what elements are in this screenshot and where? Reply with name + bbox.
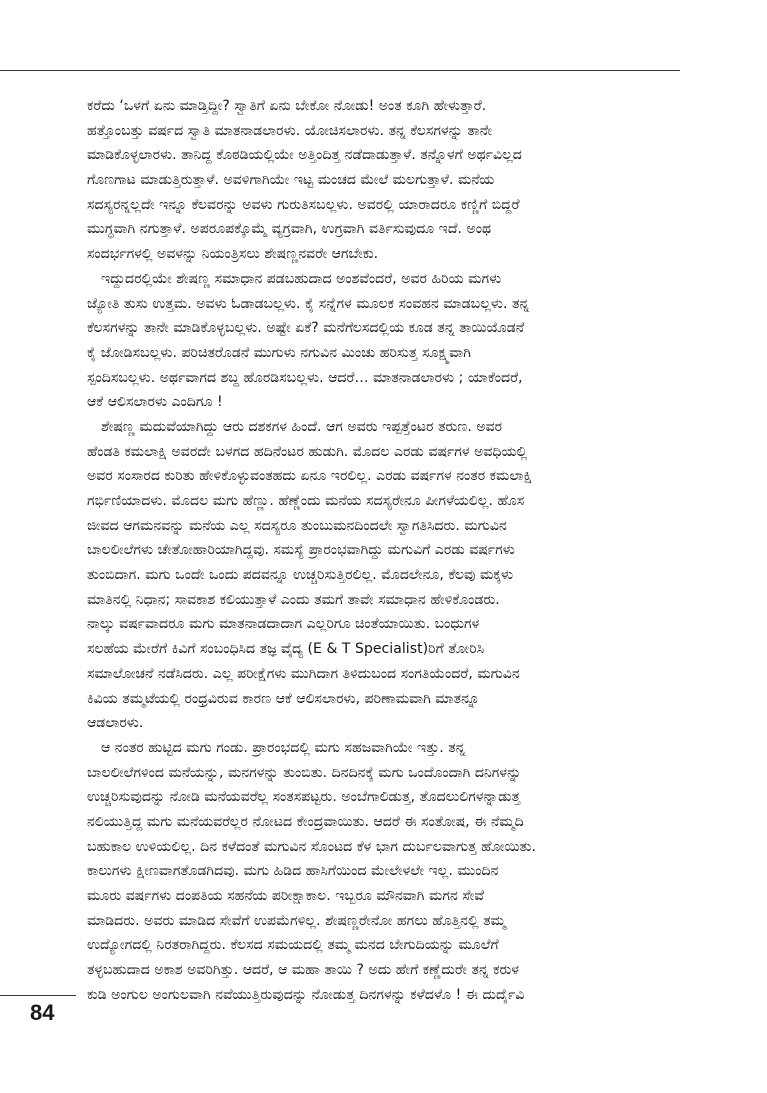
- text-line: ಕರೆದು ‘ಒಳಗೆ ಏನು ಮಾಡ್ತಿದ್ದೀ? ಸ್ವಾತಿಗೆ ಏನು ಬೇಕೋ ನೋಡು! ಅಂತ ಕೂಗಿ ಹೇಳುತ್ತಾರೆ.: [87, 98, 487, 114]
- paragraph: [87, 736, 679, 1008]
- text-line: ಮೂರು ವರ್ಷಗಳು ದಂಪತಿಯ ಸಹನೆಯ ಪರೀಕ್ಷಾಕಾಲ. ಇಬ್ಬರೂ ಮೌನವಾಗಿ ಮಗನ ಸೇವೆ: [87, 888, 484, 904]
- text-line: ಗೊಣಗಾಟ ಮಾಡುತ್ತಿರುತ್ತಾಳೆ. ಅವಳಿಗಾಗಿಯೇ ಇಟ್ಟ ಮಂಚದ ಮೇಲೆ ಮಲಗುತ್ತಾಳೆ. ಮನೆಯ: [87, 172, 495, 189]
- body-text: [87, 94, 679, 1007]
- text-line: ಮಾಡಿಕೊಳ್ಳಲಾರಳು. ತಾನಿದ್ದ ಕೊಠಡಿಯಲ್ಲಿಯೇ ಅತ್ತಿಂದಿತ್ತ ನಡೆದಾಡುತ್ತಾಳೆ. ತನ್ನೊಳಗೆ ಅರ್ಥವಿಲ್ಲದ: [87, 147, 522, 164]
- text-line: ಕೆಲಸಗಳನ್ನು ತಾನೇ ಮಾಡಿಕೊಳ್ಳಬಲ್ಲಳು. ಅಷ್ಟೇ ಏಕೆ? ಮನೆಗೆಲಸದಲ್ಲಿಯ ಕೂಡ ತನ್ನ ತಾಯಿಯೊಡನೆ: [87, 320, 525, 337]
- text-line: ಸಂದರ್ಭಗಳಲ್ಲಿ ಅವಳನ್ನು ನಿಯಂತ್ರಿಸಲು ಶೇಷಣ್ಣನವರೇ ಆಗಬೇಕು.: [87, 246, 379, 263]
- text-line: ಕೈ ಜೋಡಿಸಬಲ್ಲಳು. ಪರಿಚಿತರೊಡನೆ ಮುಗುಳು ನಗುವಿನ ಮಿಂಚು ಹರಿಸುತ್ತ ಸೂಕ್ಷ್ಮವಾಗಿ: [87, 344, 471, 361]
- text-line: ಆಕೆ ಆಲಿಸಲಾರಳು ಎಂದಿಗೂ !: [87, 394, 223, 411]
- text-line: ಕಾಲುಗಳು ಕ್ಷೀಣವಾಗತೊಡಗಿದವು. ಮಗು ಹಿಡಿದ ಹಾಸಿಗೆಯಿಂದ ಮೇಲೇಳಲೇ ಇಲ್ಲ. ಮುಂದಿನ: [87, 863, 499, 880]
- page-number: 84: [30, 1000, 55, 1025]
- text-line: ಸ್ಪಂದಿಸಬಲ್ಲಳು. ಅರ್ಥವಾಗದ ಶಬ್ದ ಹೊರಡಿಸಬಲ್ಲಳು. ಆದರೆ… ಮಾತನಾಡಲಾರಳು ; ಯಾಕೆಂದರೆ,: [87, 369, 523, 386]
- text-line: ಕುಡಿ ಅಂಗುಲ ಅಂಗುಲವಾಗಿ ನವೆಯುತ್ತಿರುವುದನ್ನು ನೋಡುತ್ತ ದಿನಗಳನ್ನು ಕಳೆದಳೊ ! ಈ ದುರ್ದೈವಿ: [87, 986, 525, 1003]
- text-line: ಉಚ್ಚರಿಸುವುದನ್ನು ನೋಡಿ ಮನೆಯವರೆಲ್ಲ ಸಂತಸಪಟ್ಟರು. ಅಂಬೆಗಾಲಿಡುತ್ತ, ತೊದಲುಲಿಗಳನ್ನಾಡುತ್ತ: [87, 789, 521, 806]
- text-line: ಸಮಾಲೋಚನೆ ನಡೆಸಿದರು. ಎಲ್ಲ ಪರೀಕ್ಷೆಗಳು ಮುಗಿದಾಗ ತಿಳಿದುಬಂದ ಸಂಗತಿಯೆಂದರೆ, ಮಗುವಿನ: [87, 665, 520, 682]
- text-line: ಜೀವದ ಆಗಮನವನ್ನು ಮನೆಯ ಎಲ್ಲ ಸದಸ್ಯರೂ ತುಂಬುಮನದಿಂದಲೇ ಸ್ವಾಗತಿಸಿದರು. ಮಗುವಿನ: [87, 517, 507, 534]
- text-line: ಶೇಷಣ್ಣ ಮದುವೆಯಾಗಿದ್ದು ಆರು ದಶಕಗಳ ಹಿಂದೆ. ಆಗ ಅವರು ಇಪ್ಪತ್ತೆಂಟರ ತರುಣ. ಅವರ: [101, 418, 503, 435]
- text-line: ಉದ್ಯೋಗದಲ್ಲಿ ನಿರತರಾಗಿದ್ದರು. ಕೆಲಸದ ಸಮಯದಲ್ಲಿ ತಮ್ಮ ಮನದ ಬೇಗುದಿಯನ್ನು ಮೂಲೆಗೆ: [87, 937, 499, 954]
- text-line: ಆಡಲಾರಳು.: [87, 715, 144, 732]
- text-line: ಅವರ ಸಂಸಾರದ ಕುರಿತು ಹೇಳಿಕೊಳ್ಳುವಂತಹದು ಏನೂ ಇರಲಿಲ್ಲ. ಎರಡು ವರ್ಷಗಳ ನಂತರ ಕಮಲಾಕ್ಷಿ: [87, 468, 533, 485]
- paragraph: [87, 94, 679, 267]
- text-line: ನಾಲ್ಕು ವರ್ಷವಾದರೂ ಮಗು ಮಾತನಾಡದಾದಾಗ ಎಲ್ಲರಿಗೂ ಚಿಂತೆಯಾಯಿತು. ಬಂಧುಗಳ: [87, 616, 480, 633]
- text-line: ತಳ್ಳಬಹುದಾದ ಅಕಾಶ ಅವರಿಗಿತ್ತು. ಆದರೆ, ಆ ಮಹಾ ತಾಯಿ ? ಅದು ಹೇಗೆ ಕಣ್ಣೆದುರೇ ತನ್ನ ಕರುಳ: [87, 962, 520, 979]
- text-line: ಮುಗ್ಧವಾಗಿ ನಗುತ್ತಾಳೆ. ಅಪರೂಪಕ್ಕೊಮ್ಮೆ ವ್ಯಗ್ರವಾಗಿ, ಉಗ್ರವಾಗಿ ವರ್ತಿಸುವುದೂ ಇದೆ. ಅಂಥ: [87, 221, 492, 238]
- top-rule: [0, 70, 680, 71]
- text-line: ಸದಸ್ಯರನ್ನಲ್ಲದೇ ಇನ್ನೂ ಕೆಲವರನ್ನು ಅವಳು ಗುರುತಿಸಬಲ್ಲಳು. ಅವರಲ್ಲಿ ಯಾರಾದರೂ ಕಣ್ಣಿಗೆ ಬಿದ್ದರೆ: [87, 196, 520, 213]
- paragraph: [87, 267, 679, 415]
- text-line: ಕಿವಿಯ ತಮ್ಮಟೆಯಲ್ಲಿ ರಂಧ್ರವಿರುವ ಕಾರಣ ಆಕೆ ಆಲಿಸಲಾರಳು, ಪರಿಣಾಮವಾಗಿ ಮಾತನ್ನೂ: [87, 690, 480, 707]
- text-line: ಮಾಡಿದರು. ಅವರು ಮಾಡಿದ ಸೇವೆಗೆ ಉಪಮೆಗಳಿಲ್ಲ. ಶೇಷಣ್ಣರೇನೋ ಹಗಲು ಹೊತ್ತಿನಲ್ಲಿ ತಮ್ಮ: [87, 912, 506, 929]
- text-line: ಹತ್ತೊಂಬತ್ತು ವರ್ಷದ ಸ್ವಾತಿ ಮಾತನಾಡಲಾರಳು. ಯೋಚಿಸಲಾರಳು. ತನ್ನ ಕೆಲಸಗಳನ್ನು ತಾನೇ: [87, 122, 493, 139]
- text-line: ಬಹುಕಾಲ ಉಳಿಯಲಿಲ್ಲ. ದಿನ ಕಳೆದಂತೆ ಮಗುವಿನ ಸೊಂಟದ ಕೆಳ ಭಾಗ ದುರ್ಬಲವಾಗುತ್ತ ಹೋಯಿತು.: [87, 838, 536, 855]
- footer-rule: [0, 995, 76, 996]
- text-line: ಇದ್ದುದರಲ್ಲಿಯೇ ಶೇಷಣ್ಣ ಸಮಾಧಾನ ಪಡಬಹುದಾದ ಅಂಶವೆಂದರೆ, ಅವರ ಹಿರಿಯ ಮಗಳು: [101, 270, 502, 287]
- text-line: ಜ್ಯೋತಿ ತುಸು ಉತ್ತಮ. ಅವಳು ಓಡಾಡಬಲ್ಲಳು. ಕೈ ಸನ್ನೆಗಳ ಮೂಲಕ ಸಂವಹನ ಮಾಡಬಲ್ಲಳು. ತನ್ನ: [87, 295, 530, 312]
- text-line: ನಲಿಯುತ್ತಿದ್ದ ಮಗು ಮನೆಯವರೆಲ್ಲರ ನೋಟದ ಕೇಂದ್ರವಾಯಿತು. ಆದರೆ ಈ ಸಂತೋಷ, ಈ ನೆಮ್ಮದಿ: [87, 813, 524, 830]
- text-line: ಹೆಂಡತಿ ಕಮಲಾಕ್ಷಿ ಅವರದೇ ಬಳಗದ ಹದಿನೆಂಟರ ಹುಡುಗಿ. ಮೊದಲ ಎರಡು ವರ್ಷಗಳ ಅವಧಿಯಲ್ಲಿ: [87, 443, 528, 460]
- text-line: ಆ ನಂತರ ಹುಟ್ಟಿದ ಮಗು ಗಂಡು. ಪ್ರಾರಂಭದಲ್ಲಿ ಮಗು ಸಹಜವಾಗಿಯೇ ಇತ್ತು. ತನ್ನ: [101, 739, 466, 756]
- paragraph: [87, 415, 679, 736]
- text-line: ಗರ್ಭಿಣಿಯಾದಳು. ಮೊದಲ ಮಗು ಹೆಣ್ಣು. ಹೆಣ್ಣೆಂದು ಮನೆಯ ಸದಸ್ಯರೇನೂ ಪೀಗಳೆಯಲಿಲ್ಲ. ಹೊಸ: [87, 493, 525, 509]
- text-line: ಬಾಲಲೀಲೆಗಳಿಂದ ಮನೆಯನ್ನು, ಮನಗಳನ್ನು ತುಂಬಿತು. ದಿನದಿನಕ್ಕೆ ಮಗು ಒಂದೊಂದಾಗಿ ದನಿಗಳನ್ನು: [87, 764, 522, 781]
- text-line: ಸಲಹೆಯ ಮೇರೆಗೆ ಕಿವಿಗೆ ಸಂಬಂಧಿಸಿದ ತಜ್ಞ ವೈದ್ಯ (E & T Specialist)ರಿಗೆ ತೋರಿಸಿ: [87, 641, 485, 658]
- text-line: ಬಾಲಲೀಲೆಗಳು ಚೇತೋಹಾರಿಯಾಗಿದ್ದವು. ಸಮಸ್ಯೆ ಪ್ರಾರಂಭವಾಗಿದ್ದು ಮಗುವಿಗೆ ಎರಡು ವರ್ಷಗಳು: [87, 542, 515, 559]
- text-line: ಮಾತಿನಲ್ಲಿ ನಿಧಾನ; ಸಾವಕಾಶ ಕಲಿಯುತ್ತಾಳೆ ಎಂದು ತಮಗೆ ತಾವೇ ಸಮಾಧಾನ ಹೇಳಿಕೊಂಡರು.: [87, 591, 500, 608]
- text-line: ತುಂಬಿದಾಗ. ಮಗು ಒಂದೇ ಒಂದು ಪದವನ್ನೂ ಉಚ್ಚರಿಸುತ್ತಿರಲಿಲ್ಲ. ಮೊದಲೇನೂ, ಕೆಲವು ಮಕ್ಕಳು: [87, 567, 514, 584]
